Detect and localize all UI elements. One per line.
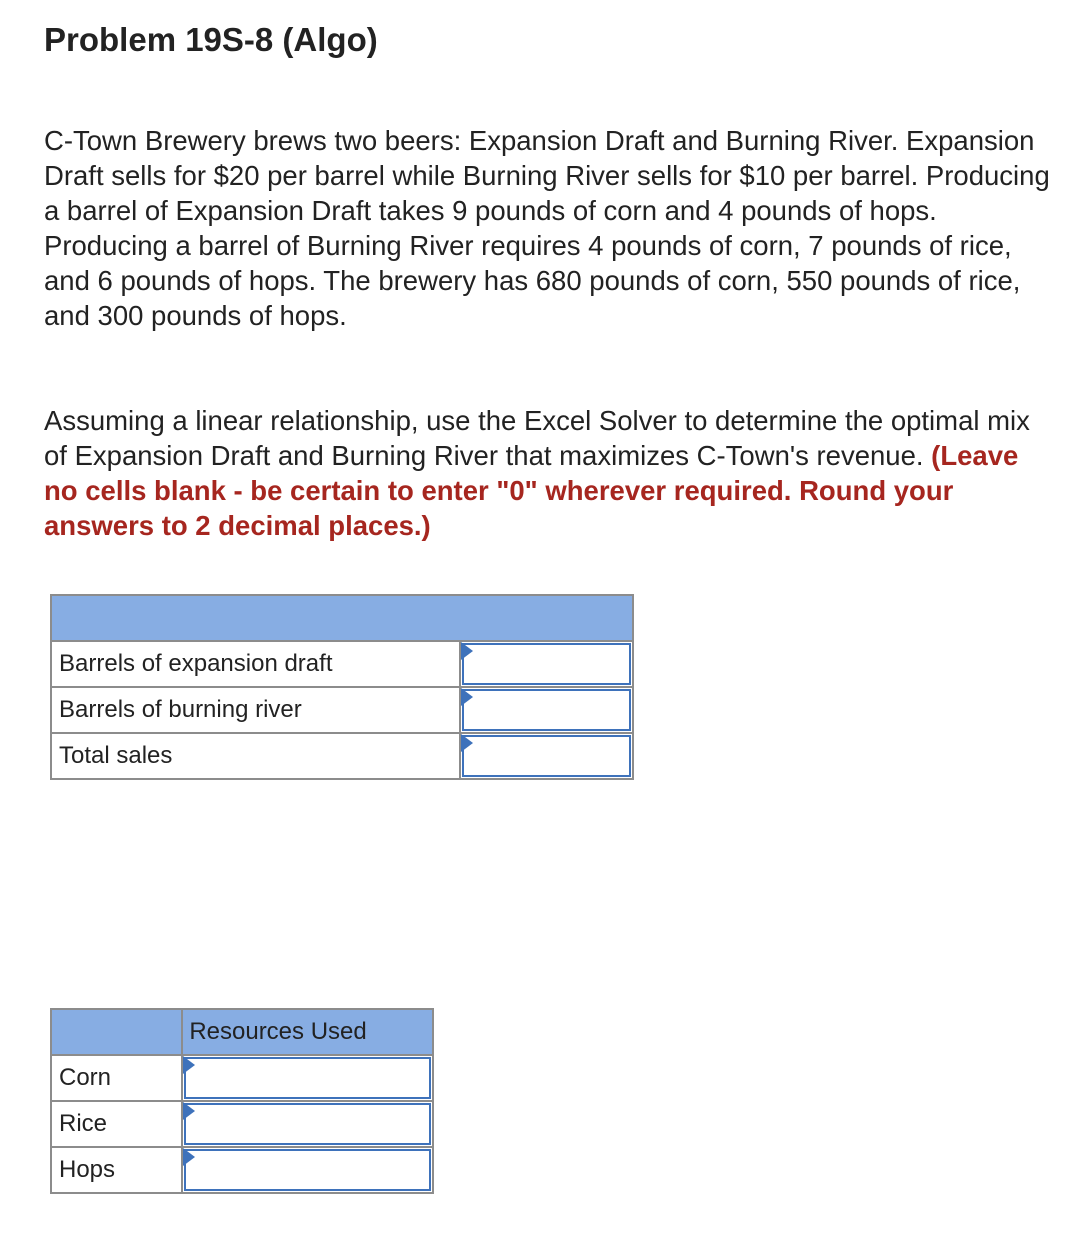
row-label-hops: Hops — [51, 1147, 182, 1193]
input-marker-icon — [183, 1148, 195, 1166]
row-label-corn: Corn — [51, 1055, 182, 1101]
corn-cell — [182, 1055, 433, 1101]
table-row — [51, 687, 633, 733]
table-row — [51, 1147, 433, 1193]
expansion-draft-cell — [460, 641, 633, 687]
rice-input[interactable] — [184, 1103, 431, 1145]
table-header-row — [51, 595, 633, 641]
problem-description: C-Town Brewery brews two beers: Expansion Draft and Burning River. Expansion Draft sells for $20 per barrel while Burning River sells for $10 per barrel. Producing a barrel of Expansion Draft takes 9 pounds of corn and 4 pounds of hops. Producing a barrel of Burning River requires 4 pounds of corn, 7 pounds of rice, and 6 pounds of hops. The brewery has 680 pounds of corn, 550 pounds of rice, and 300 pounds of hops. — [44, 125, 1050, 331]
burning-river-cell — [460, 687, 633, 733]
solution-table — [50, 594, 634, 780]
total-sales-cell — [460, 733, 633, 779]
expansion-draft-input[interactable] — [462, 643, 631, 685]
input-marker-icon — [461, 734, 473, 752]
hops-cell — [182, 1147, 433, 1193]
total-sales-input[interactable] — [462, 735, 631, 777]
page-title: Problem 19S-8 (Algo) — [44, 21, 378, 58]
row-label-expansion-draft: Barrels of expansion draft — [51, 641, 460, 687]
table-row — [51, 1055, 433, 1101]
row-label-burning-river: Barrels of burning river — [51, 687, 460, 733]
table-row — [51, 733, 633, 779]
table-row — [51, 1101, 433, 1147]
hops-input[interactable] — [184, 1149, 431, 1191]
resources-header-blank — [51, 1009, 182, 1055]
table-row — [51, 641, 633, 687]
burning-river-input[interactable] — [462, 689, 631, 731]
resources-table — [50, 1008, 434, 1194]
resources-header-row — [51, 1009, 433, 1055]
table-header — [51, 595, 633, 641]
input-marker-icon — [461, 688, 473, 706]
input-marker-icon — [183, 1102, 195, 1120]
row-label-rice: Rice — [51, 1101, 182, 1147]
input-marker-icon — [183, 1056, 195, 1074]
instruction-text: (Leave no cells blank - be certain to enter "0" wherever required. Round your answers to 2 decimal places.) — [44, 440, 1019, 541]
resources-used-header: Resources Used — [182, 1009, 433, 1055]
input-marker-icon — [461, 642, 473, 660]
problem-question — [44, 403, 1054, 543]
question-text: Assuming a linear relationship, use the Excel Solver to determine the optimal mix of Expansion Draft and Burning River that maximizes C-Town's revenue. — [44, 405, 1030, 471]
row-label-total-sales: Total sales — [51, 733, 460, 779]
corn-input[interactable] — [184, 1057, 431, 1099]
rice-cell — [182, 1101, 433, 1147]
